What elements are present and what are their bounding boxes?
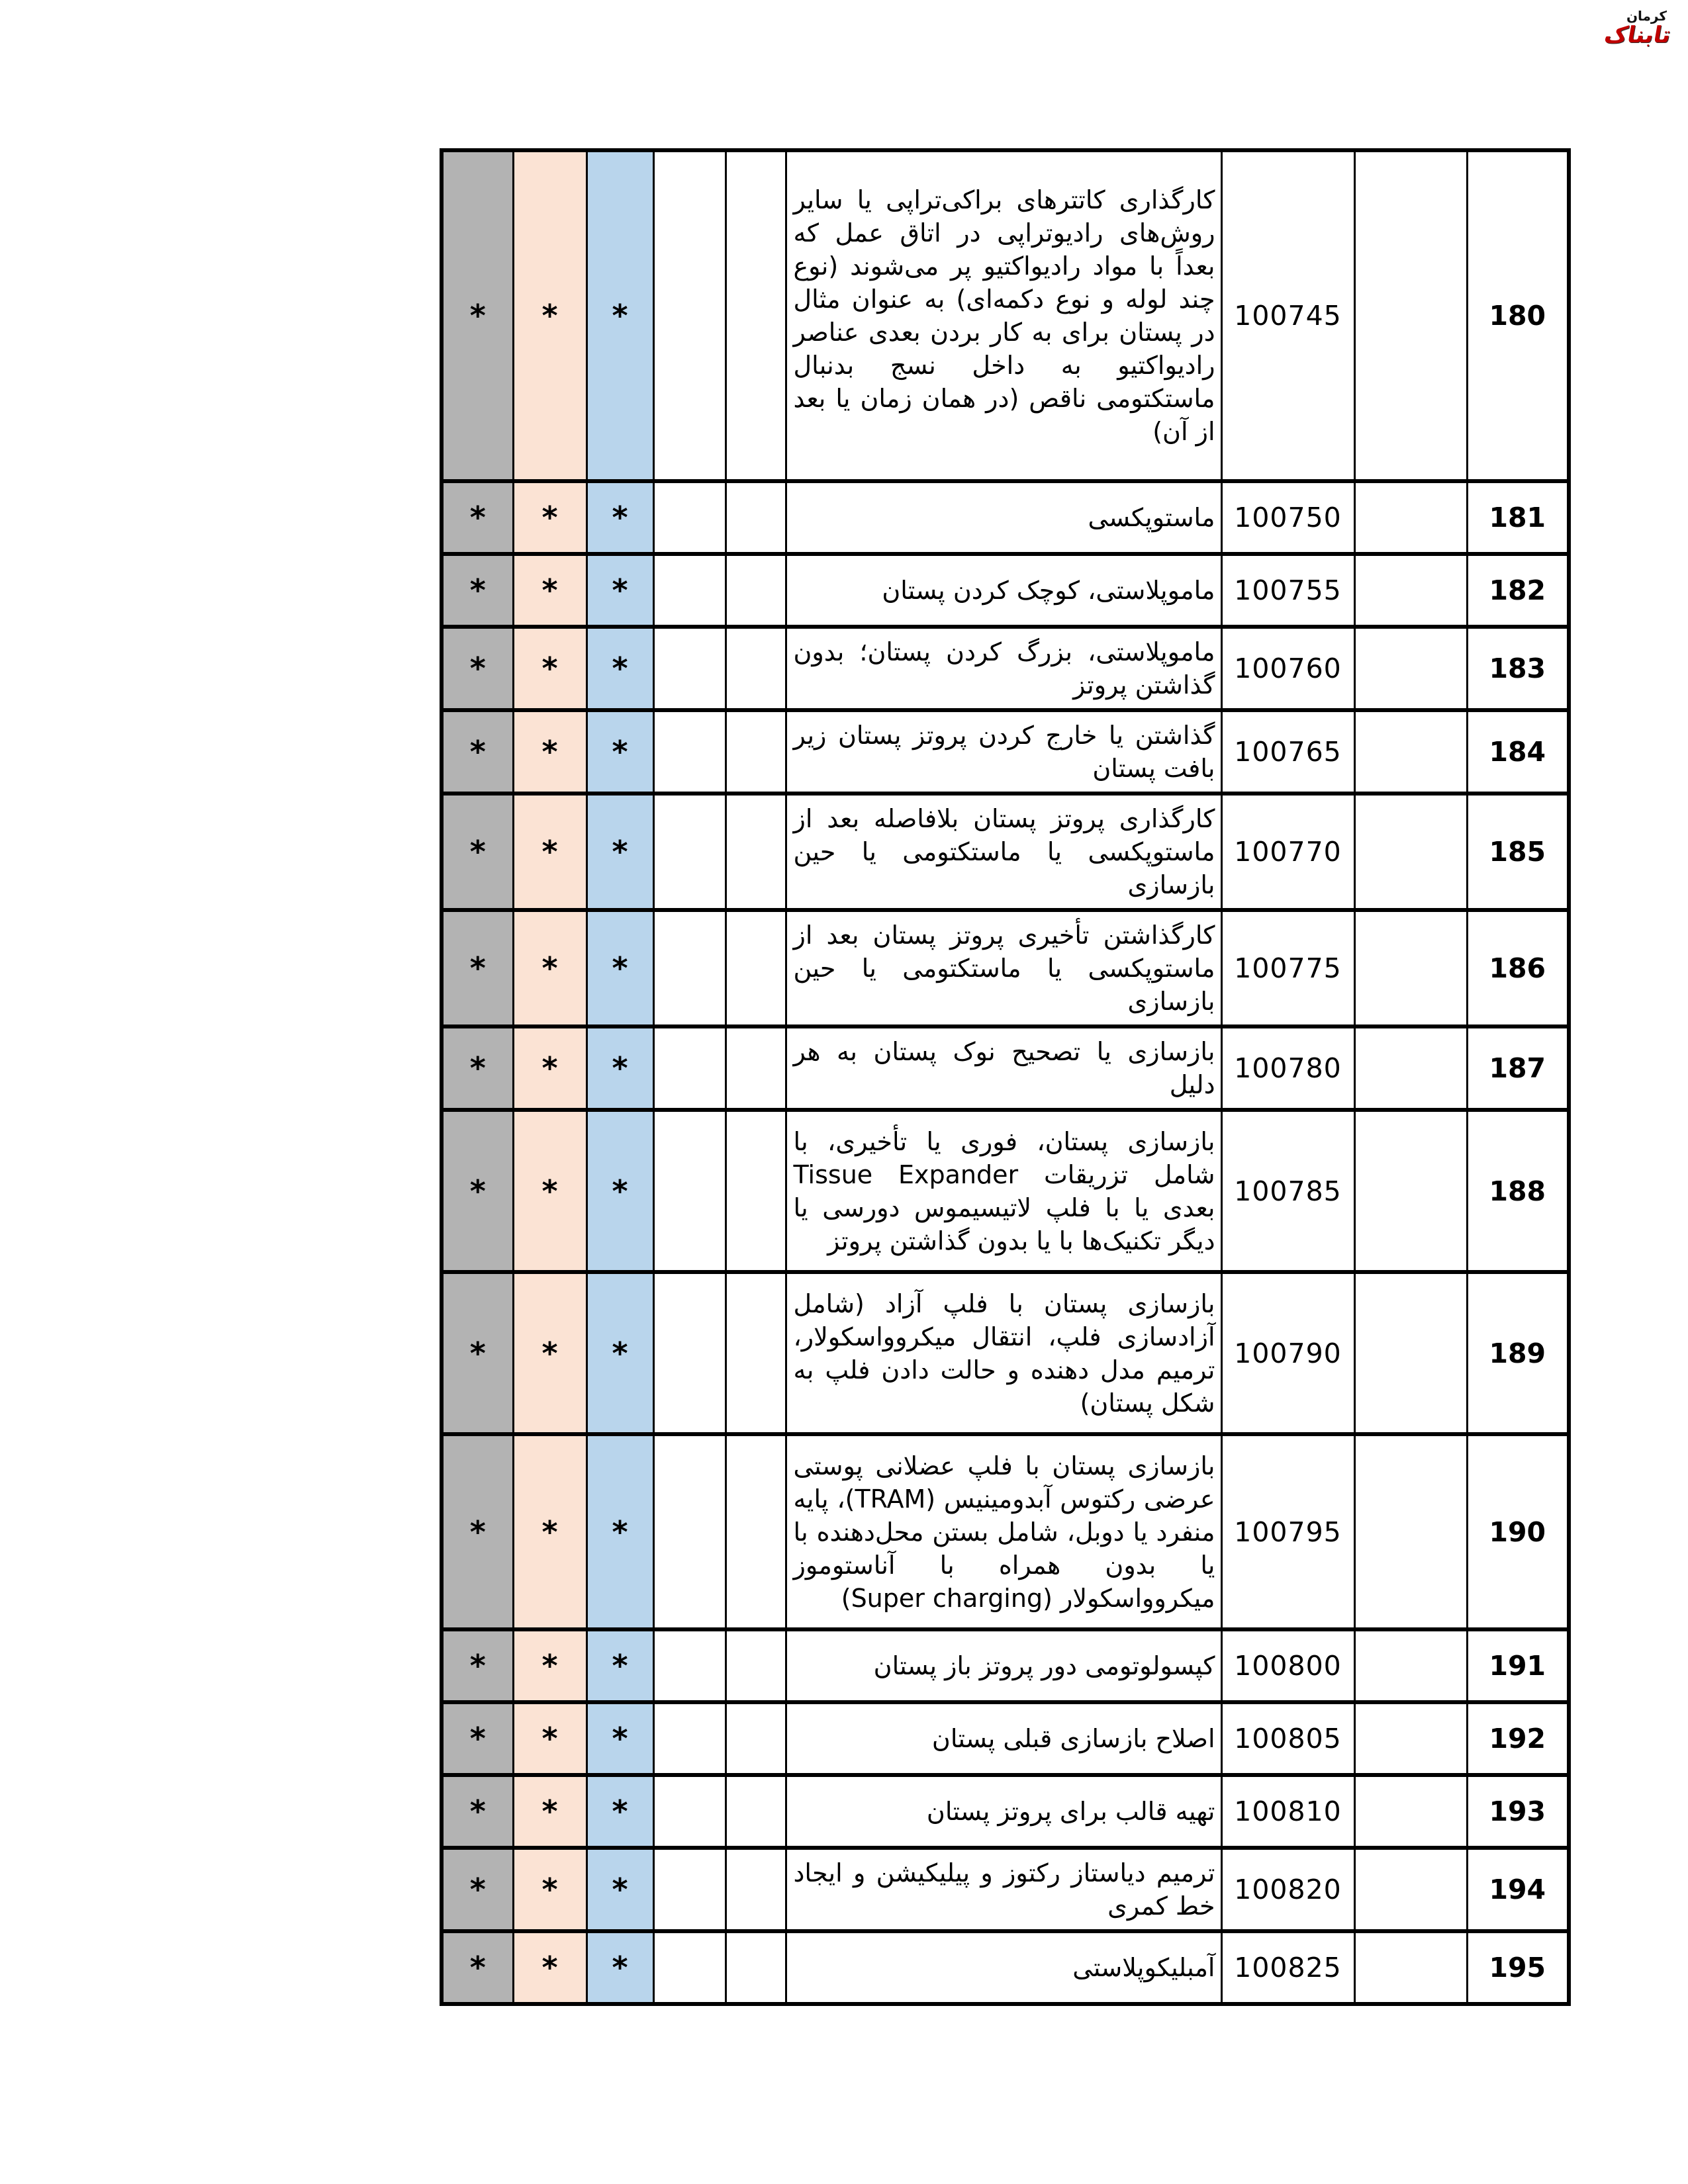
empty-cell bbox=[1354, 627, 1467, 710]
coverage-star-cell-gray: * bbox=[442, 910, 513, 1026]
coverage-star-cell-blue: * bbox=[586, 150, 653, 481]
empty-cell bbox=[726, 710, 786, 794]
coverage-star-cell-peach: * bbox=[513, 150, 586, 481]
coverage-star-cell-gray: * bbox=[442, 554, 513, 627]
row-number-cell: 188 bbox=[1467, 1110, 1569, 1272]
coverage-star-cell-blue: * bbox=[586, 1702, 653, 1775]
empty-cell bbox=[653, 1848, 726, 1931]
coverage-star-cell-gray: * bbox=[442, 1931, 513, 2004]
row-number-cell: 190 bbox=[1467, 1434, 1569, 1629]
coverage-star-cell-peach: * bbox=[513, 1272, 586, 1434]
empty-cell bbox=[726, 794, 786, 910]
site-logo-name-text: تابناک bbox=[1602, 22, 1673, 48]
empty-cell bbox=[1354, 910, 1467, 1026]
procedure-code-cell: 100760 bbox=[1221, 627, 1354, 710]
row-number-cell: 193 bbox=[1467, 1775, 1569, 1848]
procedure-code-cell: 100820 bbox=[1221, 1848, 1354, 1931]
procedure-description-cell: ترمیم دیاستاز رکتوز و پیلیکیشن و ایجاد خط کمری bbox=[786, 1848, 1221, 1931]
coverage-star-cell-peach: * bbox=[513, 1434, 586, 1629]
coverage-star-cell-peach: * bbox=[513, 710, 586, 794]
procedure-description-cell: بازسازی پستان، فوری یا تأخیری، با شامل تزریقات Tissue Expander بعدی یا با فلپ لاتیسیموس دورسی یا دیگر تکنیک‌ها با یا بدون گذاشتن پروتز bbox=[786, 1110, 1221, 1272]
empty-cell bbox=[1354, 150, 1467, 481]
empty-cell bbox=[1354, 1026, 1467, 1110]
empty-cell bbox=[653, 1702, 726, 1775]
procedure-code-cell: 100825 bbox=[1221, 1931, 1354, 2004]
procedure-description-cell: بازسازی پستان با فلپ عضلانی پوستی عرضی رکتوس آبدومینیس (TRAM)، پایه منفرد یا دوبل، شامل بستن محل‌دهنده با یا بدون همراه با آناستوموز میکروواسکولار (Super charging) bbox=[786, 1434, 1221, 1629]
coverage-star-cell-peach: * bbox=[513, 1702, 586, 1775]
empty-cell bbox=[1354, 1434, 1467, 1629]
procedure-description-cell: آمبلیکوپلاستی bbox=[786, 1931, 1221, 2004]
empty-cell bbox=[653, 1110, 726, 1272]
coverage-star-cell-blue: * bbox=[586, 710, 653, 794]
coverage-star-cell-blue: * bbox=[586, 1110, 653, 1272]
coverage-star-cell-gray: * bbox=[442, 794, 513, 910]
coverage-star-cell-peach: * bbox=[513, 1026, 586, 1110]
procedure-description-cell: کارگذاری کاتترهای براکی‌تراپی یا سایر روش‌های رادیوتراپی در اتاق عمل که بعداً با مواد رادیواکتیو پر می‌شوند (نوع چند لوله و نوع دکمه‌ای) به عنوان مثال در پستان برای به کار بردن بعدی عناصر رادیواکتیو به داخل نسج بدنبال ماستکتومی ناقص (در همان زمان یا بعد از آن) bbox=[786, 150, 1221, 481]
procedure-description-cell: ماموپلاستی، کوچک کردن پستان bbox=[786, 554, 1221, 627]
coverage-star-cell-gray: * bbox=[442, 150, 513, 481]
coverage-star-cell-gray: * bbox=[442, 1702, 513, 1775]
procedure-description-cell: ماموپلاستی، بزرگ کردن پستان؛ بدون گذاشتن پروتز bbox=[786, 627, 1221, 710]
coverage-star-cell-blue: * bbox=[586, 1931, 653, 2004]
table-row bbox=[442, 481, 1569, 554]
coverage-star-cell-peach: * bbox=[513, 1629, 586, 1702]
procedure-description-cell: ماستوپکسی bbox=[786, 481, 1221, 554]
procedure-code-cell: 100805 bbox=[1221, 1702, 1354, 1775]
coverage-star-cell-blue: * bbox=[586, 1026, 653, 1110]
empty-cell bbox=[653, 1434, 726, 1629]
row-number-cell: 180 bbox=[1467, 150, 1569, 481]
empty-cell bbox=[1354, 1110, 1467, 1272]
table-row bbox=[442, 1629, 1569, 1702]
coverage-star-cell-peach: * bbox=[513, 1931, 586, 2004]
table-row bbox=[442, 910, 1569, 1026]
table-row bbox=[442, 1702, 1569, 1775]
empty-cell bbox=[653, 710, 726, 794]
coverage-star-cell-blue: * bbox=[586, 1848, 653, 1931]
table-row bbox=[442, 1434, 1569, 1629]
table-row bbox=[442, 1272, 1569, 1434]
empty-cell bbox=[726, 1775, 786, 1848]
row-number-cell: 183 bbox=[1467, 627, 1569, 710]
table-row bbox=[442, 627, 1569, 710]
row-number-cell: 191 bbox=[1467, 1629, 1569, 1702]
procedure-description-cell: اصلاح بازسازی قبلی پستان bbox=[786, 1702, 1221, 1775]
empty-cell bbox=[1354, 481, 1467, 554]
coverage-star-cell-peach: * bbox=[513, 794, 586, 910]
table-row bbox=[442, 710, 1569, 794]
coverage-star-cell-peach: * bbox=[513, 481, 586, 554]
empty-cell bbox=[726, 481, 786, 554]
table-row bbox=[442, 150, 1569, 481]
empty-cell bbox=[653, 150, 726, 481]
coverage-star-cell-blue: * bbox=[586, 794, 653, 910]
procedure-description-cell: کپسولوتومی دور پروتز باز پستان bbox=[786, 1629, 1221, 1702]
table-row bbox=[442, 1848, 1569, 1931]
row-number-cell: 187 bbox=[1467, 1026, 1569, 1110]
procedure-description-cell: کارگذاشتن تأخیری پروتز پستان بعد از ماستوپکسی یا ماستکتومی یا حین بازسازی bbox=[786, 910, 1221, 1026]
coverage-star-cell-gray: * bbox=[442, 1272, 513, 1434]
coverage-star-cell-gray: * bbox=[442, 710, 513, 794]
coverage-star-cell-peach: * bbox=[513, 627, 586, 710]
procedure-code-cell: 100800 bbox=[1221, 1629, 1354, 1702]
table-row bbox=[442, 1931, 1569, 2004]
empty-cell bbox=[1354, 554, 1467, 627]
row-number-cell: 189 bbox=[1467, 1272, 1569, 1434]
procedure-description-cell: بازسازی یا تصحیح نوک پستان به هر دلیل bbox=[786, 1026, 1221, 1110]
empty-cell bbox=[726, 1434, 786, 1629]
empty-cell bbox=[1354, 1931, 1467, 2004]
empty-cell bbox=[1354, 1848, 1467, 1931]
procedure-code-cell: 100785 bbox=[1221, 1110, 1354, 1272]
row-number-cell: 195 bbox=[1467, 1931, 1569, 2004]
procedure-description-cell: کارگذاری پروتز پستان بلافاصله بعد از ماستوپکسی یا ماستکتومی یا حین بازسازی bbox=[786, 794, 1221, 910]
row-number-cell: 185 bbox=[1467, 794, 1569, 910]
empty-cell bbox=[1354, 1629, 1467, 1702]
coverage-star-cell-blue: * bbox=[586, 1629, 653, 1702]
empty-cell bbox=[1354, 1775, 1467, 1848]
coverage-star-cell-peach: * bbox=[513, 1110, 586, 1272]
empty-cell bbox=[653, 1629, 726, 1702]
empty-cell bbox=[726, 150, 786, 481]
site-logo-city-text: کرمان bbox=[1626, 8, 1667, 24]
empty-cell bbox=[726, 1110, 786, 1272]
coverage-star-cell-gray: * bbox=[442, 1434, 513, 1629]
coverage-star-cell-gray: * bbox=[442, 1629, 513, 1702]
empty-cell bbox=[726, 1026, 786, 1110]
empty-cell bbox=[726, 910, 786, 1026]
empty-cell bbox=[653, 1272, 726, 1434]
coverage-star-cell-gray: * bbox=[442, 1026, 513, 1110]
row-number-cell: 182 bbox=[1467, 554, 1569, 627]
table-row bbox=[442, 1110, 1569, 1272]
table-row bbox=[442, 794, 1569, 910]
empty-cell bbox=[726, 627, 786, 710]
table-row bbox=[442, 1026, 1569, 1110]
coverage-star-cell-peach: * bbox=[513, 910, 586, 1026]
procedure-description-cell: تهیه قالب برای پروتز پستان bbox=[786, 1775, 1221, 1848]
procedure-code-cell: 100755 bbox=[1221, 554, 1354, 627]
row-number-cell: 186 bbox=[1467, 910, 1569, 1026]
coverage-star-cell-gray: * bbox=[442, 1848, 513, 1931]
empty-cell bbox=[1354, 710, 1467, 794]
procedure-description-cell: بازسازی پستان با فلپ آزاد (شامل آزادسازی فلپ، انتقال میکروواسکولار، ترمیم مدل دهنده و حالت دادن فلپ به شکل پستان) bbox=[786, 1272, 1221, 1434]
procedure-code-cell: 100775 bbox=[1221, 910, 1354, 1026]
procedure-code-cell: 100765 bbox=[1221, 710, 1354, 794]
empty-cell bbox=[726, 554, 786, 627]
procedures-table bbox=[440, 148, 1571, 2006]
empty-cell bbox=[726, 1931, 786, 2004]
coverage-star-cell-blue: * bbox=[586, 481, 653, 554]
empty-cell bbox=[653, 1931, 726, 2004]
coverage-star-cell-blue: * bbox=[586, 1775, 653, 1848]
procedure-code-cell: 100795 bbox=[1221, 1434, 1354, 1629]
empty-cell bbox=[653, 481, 726, 554]
coverage-star-cell-gray: * bbox=[442, 627, 513, 710]
empty-cell bbox=[653, 1026, 726, 1110]
procedure-code-cell: 100780 bbox=[1221, 1026, 1354, 1110]
procedure-description-cell: گذاشتن یا خارج کردن پروتز پستان زیر بافت پستان bbox=[786, 710, 1221, 794]
empty-cell bbox=[653, 627, 726, 710]
row-number-cell: 181 bbox=[1467, 481, 1569, 554]
empty-cell bbox=[653, 794, 726, 910]
site-logo bbox=[1602, 8, 1673, 48]
empty-cell bbox=[653, 910, 726, 1026]
procedure-code-cell: 100810 bbox=[1221, 1775, 1354, 1848]
coverage-star-cell-peach: * bbox=[513, 1848, 586, 1931]
coverage-star-cell-blue: * bbox=[586, 554, 653, 627]
coverage-star-cell-blue: * bbox=[586, 1272, 653, 1434]
table-row bbox=[442, 554, 1569, 627]
empty-cell bbox=[653, 554, 726, 627]
empty-cell bbox=[726, 1702, 786, 1775]
table-row bbox=[442, 1775, 1569, 1848]
row-number-cell: 194 bbox=[1467, 1848, 1569, 1931]
coverage-star-cell-gray: * bbox=[442, 1110, 513, 1272]
coverage-star-cell-blue: * bbox=[586, 627, 653, 710]
procedure-code-cell: 100750 bbox=[1221, 481, 1354, 554]
coverage-star-cell-blue: * bbox=[586, 1434, 653, 1629]
empty-cell bbox=[653, 1775, 726, 1848]
empty-cell bbox=[1354, 1702, 1467, 1775]
procedure-code-cell: 100790 bbox=[1221, 1272, 1354, 1434]
coverage-star-cell-peach: * bbox=[513, 554, 586, 627]
coverage-star-cell-peach: * bbox=[513, 1775, 586, 1848]
procedure-code-cell: 100745 bbox=[1221, 150, 1354, 481]
empty-cell bbox=[1354, 794, 1467, 910]
empty-cell bbox=[726, 1848, 786, 1931]
empty-cell bbox=[1354, 1272, 1467, 1434]
row-number-cell: 192 bbox=[1467, 1702, 1569, 1775]
coverage-star-cell-gray: * bbox=[442, 481, 513, 554]
coverage-star-cell-blue: * bbox=[586, 910, 653, 1026]
coverage-star-cell-gray: * bbox=[442, 1775, 513, 1848]
row-number-cell: 184 bbox=[1467, 710, 1569, 794]
empty-cell bbox=[726, 1629, 786, 1702]
procedure-code-cell: 100770 bbox=[1221, 794, 1354, 910]
empty-cell bbox=[726, 1272, 786, 1434]
